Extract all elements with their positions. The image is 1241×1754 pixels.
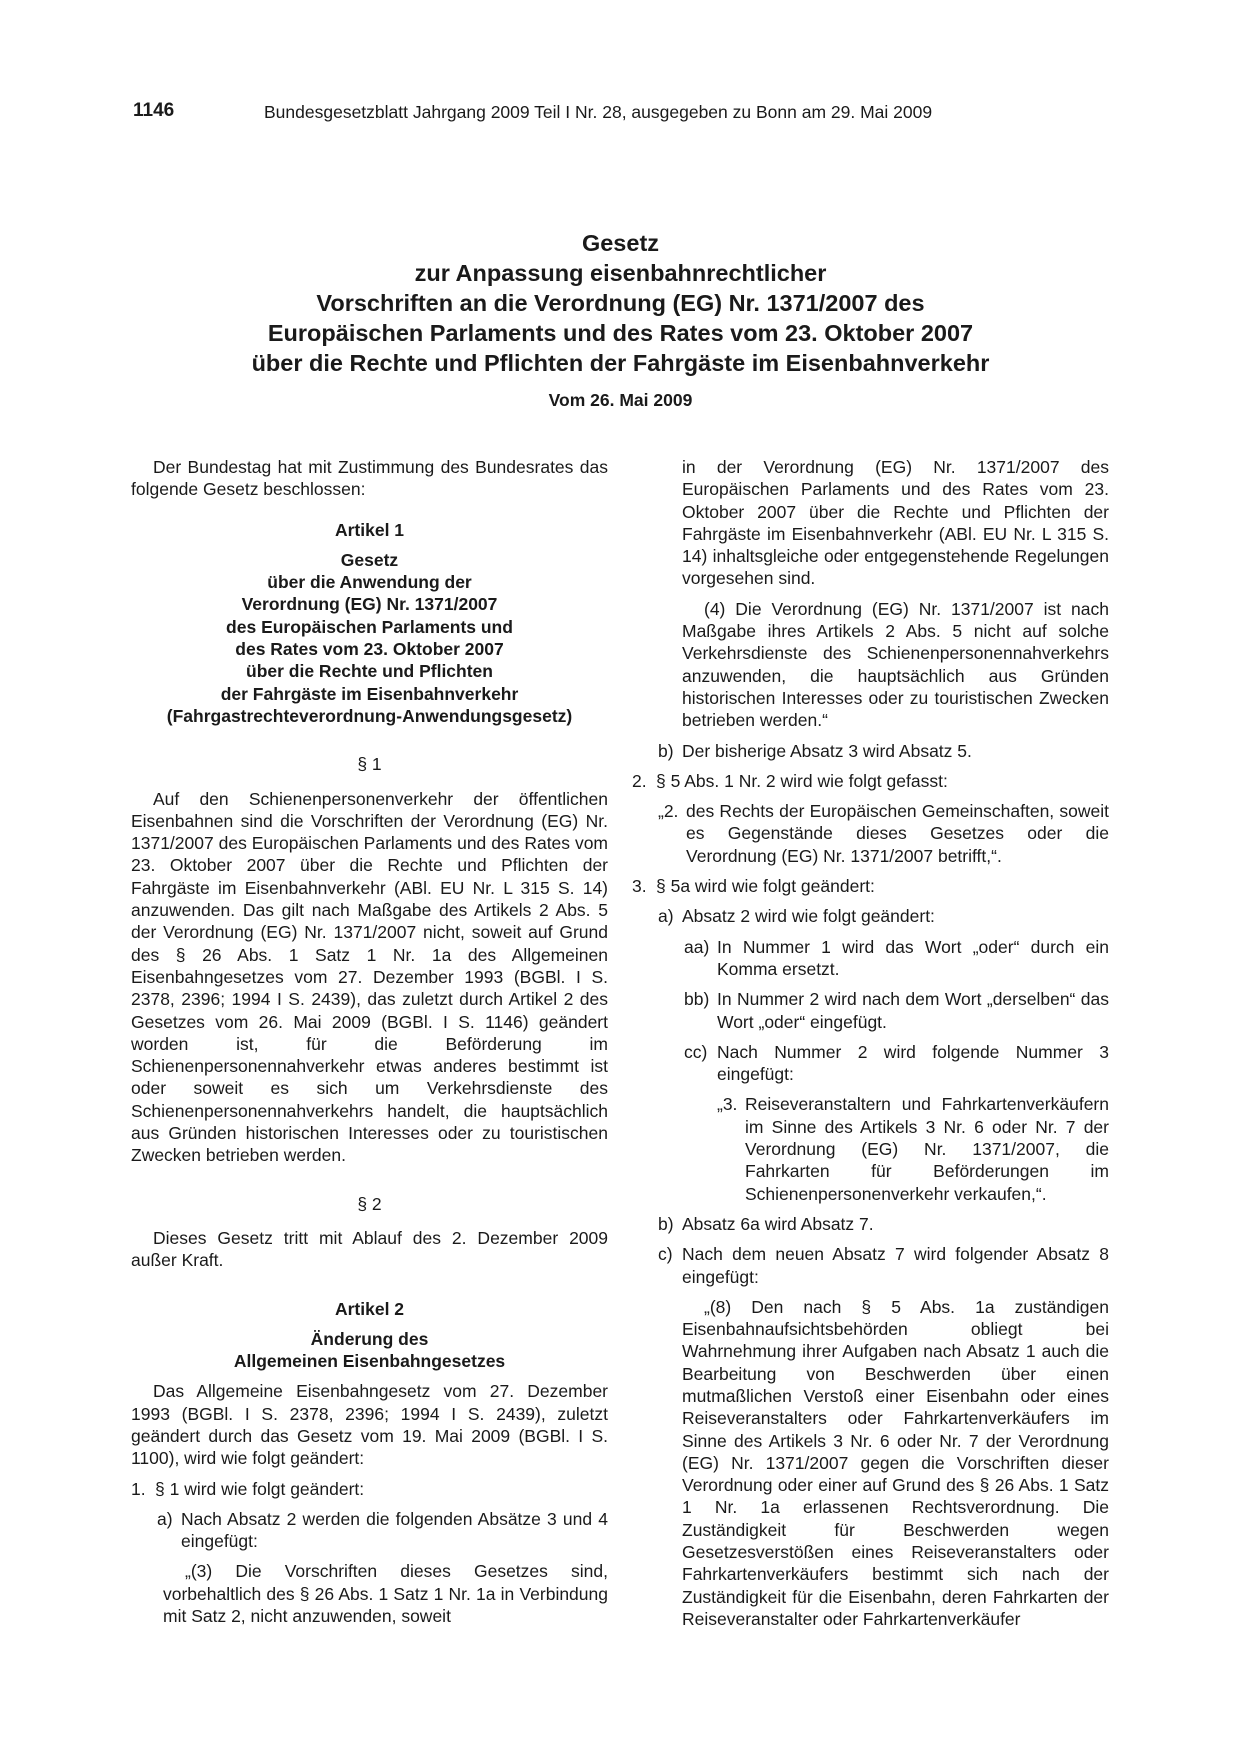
list-item-text: Absatz 2 wird wie folgt geändert: bbox=[682, 906, 935, 927]
title-line: über die Rechte und Pflichten der Fahrgäste im Eisenbahnverkehr bbox=[251, 350, 990, 376]
list-item-label: c) bbox=[658, 1244, 673, 1265]
article-1-title bbox=[131, 549, 608, 727]
list-item-label: cc) bbox=[684, 1041, 708, 1062]
page-number: 1146 bbox=[133, 100, 175, 121]
quoted-item bbox=[658, 800, 1109, 867]
list-item-label: a) bbox=[658, 906, 674, 927]
section-1-text: Auf den Schienenpersonenverkehr der öffentlichen Eisenbahnen sind die Vorschriften der Verordnung (EG) Nr. 1371/2007 des Europäischen Parlaments und des Rates vom 23. Oktober 2007 über die Rechte und Pflichten der Fahrgäste im Eisenbahnverkehr (ABl. EU Nr. L 315 S. 14) anzuwenden. Das gilt nach Maßgabe des Artikels 2 Abs. 5 der Verordnung (EG) Nr. 1371/2007 nicht, soweit auf Grund des § 26 Abs. 1 Satz 1 Nr. 1a des Allgemeinen Eisenbahngesetzes vom 27. Dezember 1993 (BGBl. I S. 2378, 2396; 1994 I S. 2439), das zuletzt durch Artikel 2 des Gesetzes vom 26. Mai 2009 (BGBl. I S. 1146) geändert worden ist, für die Beförderung im Schienenpersonennahverkehr etwas anderes bestimmt ist oder soweit es sich um Verkehrsdienste des Schienenpersonennahverkehrs handelt, die hauptsächlich aus Gründen historischen Interesses oder zu touristischen Zwecken betrieben werden. bbox=[131, 788, 608, 1166]
list-item-label: 1. bbox=[131, 1478, 146, 1499]
list-item bbox=[131, 1478, 608, 1500]
quoted-item-text: des Rechts der Europäischen Gemeinschaften, soweit es Gegenstände dieses Gesetzes oder die Verordnung (EG) Nr. 1371/2007 betrifft,“. bbox=[686, 801, 1109, 866]
article-1-title-line: des Europäischen Parlaments und bbox=[226, 616, 513, 637]
title-line: Gesetz bbox=[581, 230, 660, 256]
list-item bbox=[632, 770, 1109, 792]
quoted-paragraph: (4) Die Verordnung (EG) Nr. 1371/2007 ist nach Maßgabe ihres Artikels 2 Abs. 5 nicht auf solche Verkehrsdienste des Schienenpersonennahverkehrs anzuwenden, die hauptsächlich aus Gründen historischen Interesses oder zu touristischen Zwecken betrieben werden.“ bbox=[682, 598, 1109, 731]
article-2-intro: Das Allgemeine Eisenbahngesetz vom 27. Dezember 1993 (BGBl. I S. 2378, 2396; 1994 I S. 2439), zuletzt geändert durch das Gesetz vom 19. Mai 2009 (BGBl. I S. 1100), wird wie folgt geändert: bbox=[131, 1381, 608, 1469]
article-1-title-line: des Rates vom 23. Oktober 2007 bbox=[235, 639, 504, 660]
article-1-title-line: (Fahrgastrechteverordnung-Anwendungsgesetz) bbox=[166, 705, 573, 726]
list-item bbox=[684, 988, 1109, 1033]
quoted-paragraph-continued: in der Verordnung (EG) Nr. 1371/2007 des Europäischen Parlaments und des Rates vom 23. Oktober 2007 über die Rechte und Pflichten der Fahrgäste im Eisenbahnverkehr (ABl. EU Nr. L 315 S. 14) inhaltsgleiche oder entgegenstehende Regelungen vorgesehen sind. bbox=[682, 457, 1109, 589]
list-item-text: Nach Nummer 2 wird folgende Nummer 3 eingefügt: bbox=[717, 1041, 1109, 1085]
left-column bbox=[131, 456, 608, 1627]
quoted-paragraph: „(3) Die Vorschriften dieses Gesetzes sind, vorbehaltlich des § 26 Abs. 1 Satz 1 Nr. 1a in Verbindung mit Satz 2, nicht anzuwenden, soweit bbox=[163, 1561, 608, 1627]
list-item-text: In Nummer 2 wird nach dem Wort „derselben“ das Wort „oder“ eingefügt. bbox=[717, 989, 1109, 1032]
title-line: Europäischen Parlaments und des Rates vom 23. Oktober 2007 bbox=[267, 320, 974, 346]
article-1-title-line: über die Anwendung der bbox=[267, 572, 472, 593]
list-item-label: bb) bbox=[684, 989, 710, 1010]
list-item-text: § 1 wird wie folgt geändert: bbox=[155, 1478, 365, 1499]
preamble: Der Bundestag hat mit Zustimmung des Bundesrates das folgende Gesetz beschlossen: bbox=[131, 457, 608, 500]
running-head: Bundesgesetzblatt Jahrgang 2009 Teil I Nr. 28, ausgegeben zu Bonn am 29. Mai 2009 bbox=[264, 102, 933, 122]
document-date: Vom 26. Mai 2009 bbox=[548, 390, 693, 410]
list-item bbox=[684, 936, 1109, 981]
quoted-item-label: „2. bbox=[658, 801, 679, 822]
list-item-label: a) bbox=[157, 1508, 173, 1529]
list-item-label: 3. bbox=[632, 876, 647, 897]
title-line: Vorschriften an die Verordnung (EG) Nr. 1371/2007 des bbox=[316, 290, 925, 316]
list-item bbox=[684, 1041, 1109, 1086]
quoted-item bbox=[717, 1093, 1109, 1204]
list-item-text: Nach dem neuen Absatz 7 wird folgender Absatz 8 eingefügt: bbox=[682, 1244, 1109, 1287]
article-2-heading: Artikel 2 bbox=[334, 1298, 405, 1319]
list-item bbox=[658, 1243, 1109, 1288]
quoted-item-label: „3. bbox=[717, 1094, 738, 1115]
document-title bbox=[133, 228, 1108, 378]
article-2-title-line: Änderung des bbox=[310, 1328, 429, 1349]
article-2-title bbox=[131, 1328, 608, 1373]
list-item-text: Der bisherige Absatz 3 wird Absatz 5. bbox=[682, 740, 972, 761]
list-item-text: § 5a wird wie folgt geändert: bbox=[656, 876, 875, 897]
page-header bbox=[133, 100, 1108, 126]
section-2-heading: § 2 bbox=[357, 1193, 382, 1214]
list-item-label: aa) bbox=[684, 936, 710, 957]
quoted-item-text: Reiseveranstaltern und Fahrkartenverkäufern im Sinne des Artikels 3 Nr. 6 oder Nr. 7 der Verordnung (EG) Nr. 1371/2007, die Fahrkarten für Beförderungen im Schienenpersonenverkehr verkaufen,“. bbox=[745, 1094, 1109, 1204]
list-item-label: b) bbox=[658, 1213, 674, 1234]
article-1-title-line: der Fahrgäste im Eisenbahnverkehr bbox=[220, 683, 519, 704]
list-item bbox=[658, 905, 1109, 927]
section-1-heading: § 1 bbox=[357, 754, 382, 775]
article-1-title-line: über die Rechte und Pflichten bbox=[246, 661, 493, 682]
article-1-heading: Artikel 1 bbox=[334, 519, 405, 540]
article-1-title-line: Verordnung (EG) Nr. 1371/2007 bbox=[241, 594, 498, 615]
right-column bbox=[632, 456, 1109, 1630]
list-item-text: § 5 Abs. 1 Nr. 2 wird wie folgt gefasst: bbox=[656, 770, 948, 791]
article-1-title-line: Gesetz bbox=[340, 549, 399, 570]
section-2-text: Dieses Gesetz tritt mit Ablauf des 2. Dezember 2009 außer Kraft. bbox=[131, 1227, 608, 1271]
article-2-title-line: Allgemeinen Eisenbahngesetzes bbox=[233, 1351, 506, 1372]
list-item bbox=[632, 875, 1109, 897]
list-item-text: Absatz 6a wird Absatz 7. bbox=[682, 1213, 874, 1234]
title-line: zur Anpassung eisenbahnrechtlicher bbox=[414, 260, 827, 286]
quoted-paragraph: „(8) Den nach § 5 Abs. 1a zuständigen Eisenbahnaufsichtsbehörden obliegt bei Wahrnehmung ihrer Aufgaben nach Absatz 1 auch die Bearbeitung von Beschwerden über einen mutmaßlichen Verstoß einer Eisenbahn oder eines Reiseveranstalters oder Fahrkartenverkäufers im Sinne des Artikels 3 Nr. 6 oder Nr. 7 der Verordnung (EG) Nr. 1371/2007 gegen die Vorschriften dieser Verordnung oder einer auf Grund des § 26 Abs. 1 Satz 1 Nr. 1a erlassenen Rechtsverordnung. Die Zuständigkeit für Beschwerden wegen Gesetzesverstößen eines Reiseveranstalters oder Fahrkartenverkäufers bestimmt sich nach der Zuständigkeit für die Eisenbahn, deren Fahrkarten der Reiseveranstalter oder Fahrkartenverkäufer bbox=[682, 1296, 1109, 1629]
list-item-text: Nach Absatz 2 werden die folgenden Absätze 3 und 4 eingefügt: bbox=[181, 1508, 608, 1552]
list-item-label: 2. bbox=[632, 770, 647, 791]
list-item bbox=[157, 1508, 608, 1553]
list-item-text: In Nummer 1 wird das Wort „oder“ durch ein Komma ersetzt. bbox=[717, 936, 1109, 979]
list-item-label: b) bbox=[658, 740, 674, 761]
list-item bbox=[658, 1213, 1109, 1235]
list-item bbox=[658, 740, 1109, 762]
